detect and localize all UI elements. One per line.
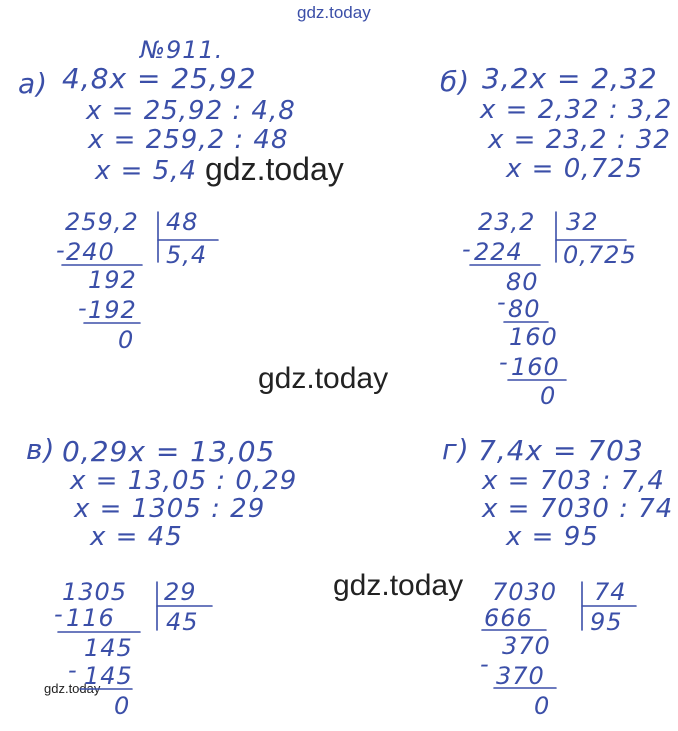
v-div-step-2: 145 — [84, 634, 133, 662]
a-equation-4: x = 5,4 — [95, 156, 198, 186]
a-equation-1: 4,8x = 25,92 — [62, 62, 257, 95]
a-equation-3: x = 259,2 : 48 — [88, 125, 289, 155]
b-div-step-2: 80 — [506, 268, 539, 296]
v-equation-4: x = 45 — [90, 522, 183, 552]
a-div-step-2: 192 — [88, 266, 137, 294]
b-equation-2: x = 2,32 : 3,2 — [480, 95, 673, 125]
b-div-minus-3: - — [499, 348, 509, 376]
g-div-step-2: 370 — [502, 632, 551, 660]
b-div-step-6: 0 — [540, 382, 557, 410]
b-div-step-3: 80 — [508, 295, 541, 323]
v-div-step-4: 0 — [114, 692, 131, 720]
v-div-step-1: 116 — [66, 604, 115, 632]
g-div-dividend: 7030 — [492, 578, 558, 606]
g-div-step-1: 666 — [484, 604, 533, 632]
g-equation-4: x = 95 — [506, 522, 599, 552]
g-equation-1: 7,4x = 703 — [478, 434, 644, 467]
a-equation-2: x = 25,92 : 4,8 — [86, 96, 296, 126]
watermark-bottom-left: gdz.today — [44, 681, 101, 696]
g-div-step-4: 0 — [534, 692, 551, 720]
a-div-minus-2: - — [78, 294, 88, 322]
a-div-step-1: 240 — [66, 238, 115, 266]
b-div-step-5: 160 — [511, 353, 560, 381]
v-div-step-3: 145 — [84, 662, 133, 690]
watermark-section-a: gdz.today — [205, 151, 344, 187]
label-g: г) — [442, 433, 470, 466]
b-div-quotient: 0,725 — [563, 241, 637, 269]
v-equation-3: x = 1305 : 29 — [74, 494, 266, 524]
b-div-divisor: 32 — [566, 208, 599, 236]
b-div-step-4: 160 — [509, 323, 558, 351]
b-equation-3: x = 23,2 : 32 — [488, 125, 671, 155]
b-equation-4: x = 0,725 — [506, 154, 644, 184]
label-v: в) — [26, 433, 56, 466]
g-div-step-3: 370 — [496, 662, 545, 690]
label-a: а) — [18, 67, 49, 100]
v-equation-2: x = 13,05 : 0,29 — [70, 466, 298, 496]
watermark-top: gdz.today — [297, 3, 371, 22]
v-div-divisor: 29 — [164, 578, 197, 606]
g-div-minus-1: - — [480, 650, 490, 678]
v-equation-1: 0,29x = 13,05 — [62, 435, 276, 468]
b-equation-1: 3,2x = 2,32 — [482, 62, 658, 95]
a-div-divisor: 48 — [166, 208, 199, 236]
a-div-dividend: 259,2 — [65, 208, 139, 236]
watermark-center: gdz.today — [258, 362, 389, 395]
v-div-dividend: 1305 — [62, 578, 128, 606]
g-div-quotient: 95 — [590, 608, 623, 636]
v-div-minus-1: - — [54, 600, 64, 628]
v-div-quotient: 45 — [166, 608, 199, 636]
a-div-step-4: 0 — [118, 326, 135, 354]
g-equation-3: x = 7030 : 74 — [482, 494, 674, 524]
problem-number: №911. — [140, 36, 224, 64]
b-div-minus-2: - — [497, 288, 507, 316]
g-equation-2: x = 703 : 7,4 — [482, 466, 665, 496]
b-div-step-1: 224 — [474, 238, 523, 266]
b-div-dividend: 23,2 — [478, 208, 536, 236]
v-div-minus-2: - — [68, 656, 78, 684]
a-div-quotient: 5,4 — [166, 241, 208, 269]
g-div-divisor: 74 — [594, 578, 627, 606]
a-div-minus-1: - — [56, 236, 66, 264]
b-div-minus-1: - — [462, 235, 472, 263]
label-b: б) — [440, 65, 471, 98]
a-div-step-3: 192 — [88, 296, 137, 324]
watermark-section-g: gdz.today — [333, 569, 464, 602]
